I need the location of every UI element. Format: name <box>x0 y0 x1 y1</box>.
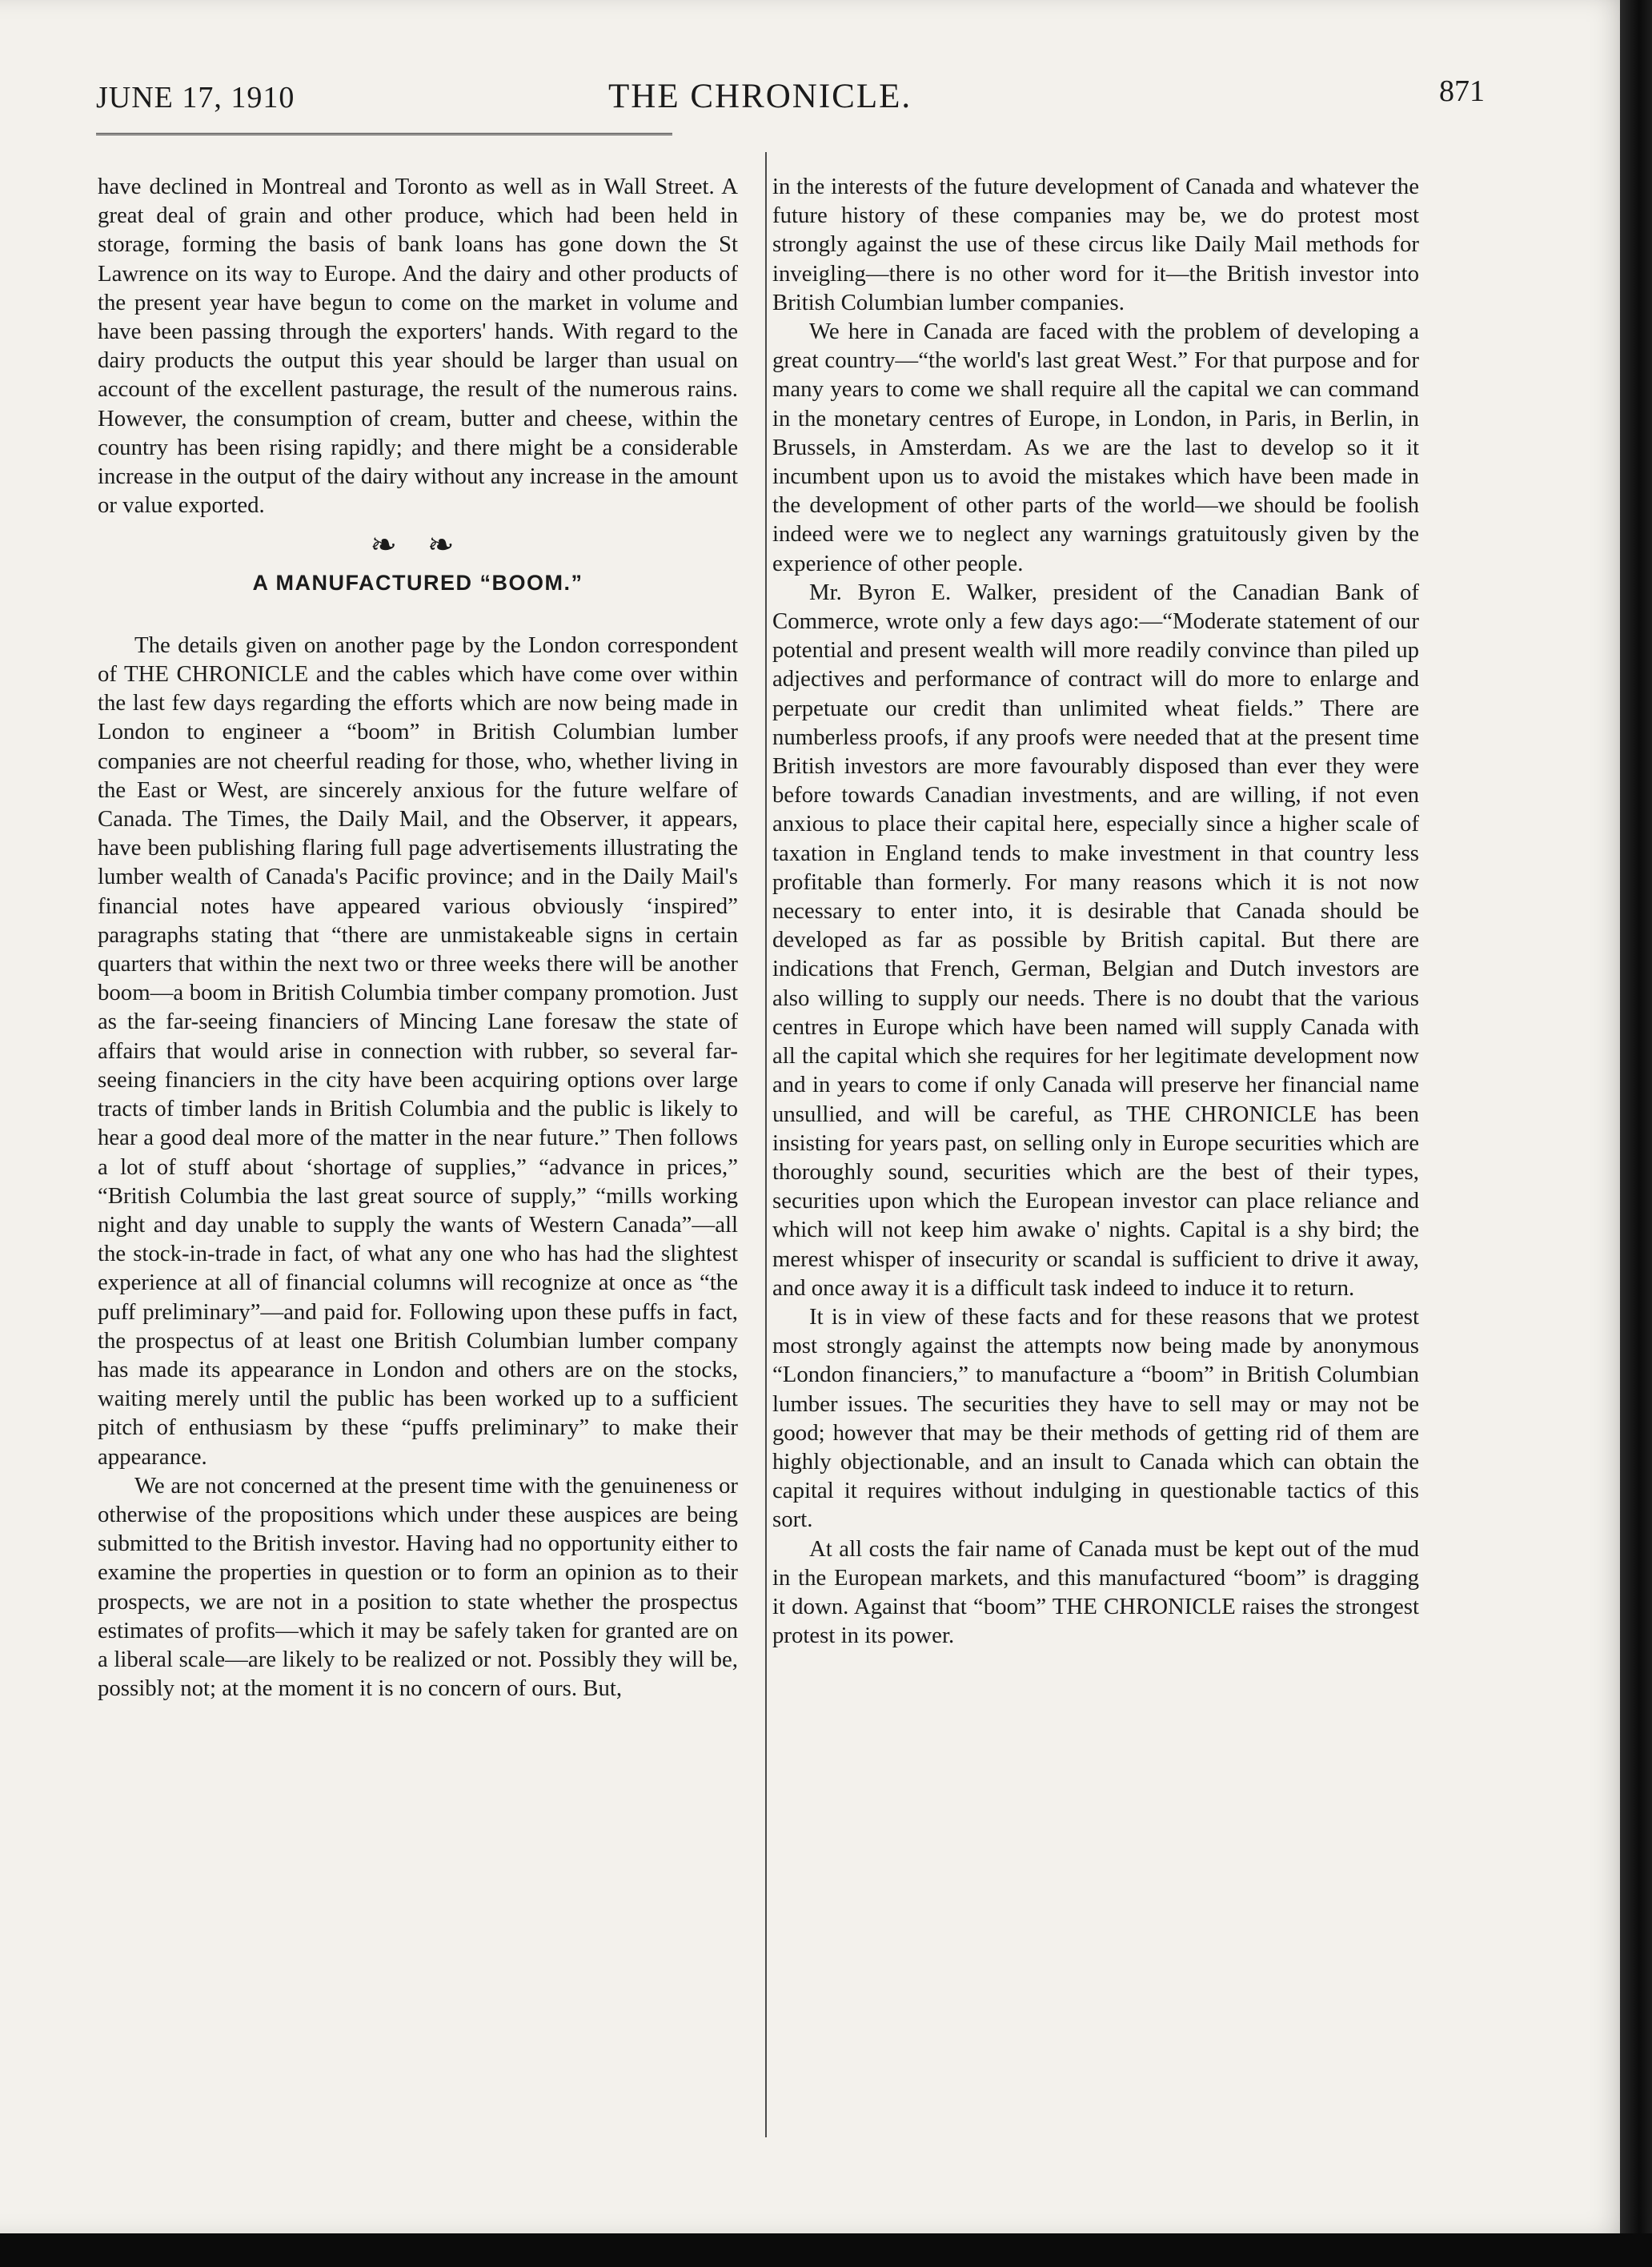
page-edge-shadow <box>1620 0 1652 2267</box>
article-paragraph: At all costs the fair name of Canada must be kept out of the mud in the European markets, and this manufactured “boom” is dragging it down. Against that “boom” THE CHRONICLE raises the strongest protest in its power. <box>772 1535 1419 1649</box>
issue-date: JUNE 17, 1910 <box>96 81 295 114</box>
scan-border <box>0 2233 1652 2267</box>
column-divider <box>765 152 767 2137</box>
intro-paragraph: have declined in Montreal and Toronto as well as in Wall Street. A great deal of grain and other produce, which had been held in storage, forming the basis of bank loans has gone down the St Lawrence on its way to Europe. And the dairy and other products of the present year have begun to come on the market in volume and have been passing through the exporters' hands. With regard to the dairy products the output this year should be larger than usual on account of the excellent pasturage, the result of the numerous rains. However, the consumption of cream, butter and cheese, within the country has been rising rapidly; and there might be a considerable increase in the output of the dairy without any increase in the amount or value exported. <box>98 174 738 519</box>
page-header <box>96 74 1617 144</box>
article-headline: A MANUFACTURED “BOOM.” <box>252 570 583 595</box>
header-rule <box>96 133 672 135</box>
page-number: 871 <box>1439 74 1485 108</box>
article-paragraph: We here in Canada are faced with the problem of developing a great country—“the world's last great West.” For that purpose and for many years to come we shall require all the capital we can command in the monetary centres of Europe, in London, in Paris, in Berlin, in Brussels, in Amsterdam. As we are the last to develop so it it incumbent upon us to avoid the mistakes which have been made in the development of other parts of the world—we should be foolish indeed were we to neglect any warnings gratuitously given by the experience of other people. <box>772 319 1419 576</box>
section-ornament: ❧ ❧ <box>370 527 466 564</box>
article-paragraph: Mr. Byron E. Walker, president of the Canadian Bank of Commerce, wrote only a few days ago:—“Moderate statement of our potential and present wealth will more readily convince than piled up adjectives and performance of contract will do more to enlarge and perpetuate our credit than unlimited wheat fields.” There are numberless proofs, if any proofs were needed that at the present time British investors are more favourably disposed than ever they were before towards Canadian investments, and are willing, if not even anxious to place their capital here, especially since a higher scale of taxation in England tends to make investment in that country less profitable than formerly. For many reasons which it is not now necessary to enter into, it is desirable that Canada should be developed as far as possible by British capital. But there are indications that French, German, Belgian and Dutch investors are also willing to supply our needs. There is no doubt that the various centres in Europe which have been named will supply Canada with all the capital which she requires for her legitimate development now and in years to come if only Canada will preserve her financial name unsullied, and will be careful, as THE CHRONICLE has been insisting for years past, on selling only in Europe securities which are thoroughly sound, securities which are the best of their types, securities upon which the European investor can place reliance and which will not keep him awake o' nights. Capital is a shy bird; the merest whisper of insecurity or scandal is sufficient to drive it away, and once away it is a difficult task indeed to induce it to return. <box>772 579 1419 1301</box>
publication-title: THE CHRONICLE. <box>608 78 912 115</box>
right-column <box>772 172 1419 1650</box>
article-paragraph: The details given on another page by the London correspondent of THE CHRONICLE and the cables which have come over within the last few days regarding the efforts which are now being made in London to engineer a “boom” in British Columbian lumber companies are not cheerful reading for those, who, whether living in the East or West, are sincerely anxious for the future welfare of Canada. The Times, the Daily Mail, and the Observer, it appears, have been publishing flaring full page advertisements illustrating the lumber wealth of Canada's Pacific province; and in the Daily Mail's financial notes have appeared various obviously ‘inspired” paragraphs stating that “there are unmistakeable signs in certain quarters that within the next two or three weeks there will be another boom—a boom in British Columbia timber company promotion. Just as the far-seeing financiers of Mincing Lane foresaw the state of affairs that would arise in connection with rubber, so several far-seeing financiers in the city have been acquiring options over large tracts of timber lands in British Columbia and the public is likely to hear a good deal more of the matter in the near future.” Then follows a lot of stuff about ‘shortage of supplies,” “advance in prices,” “British Columbia the last great source of supply,” “mills working night and day unable to supply the wants of Western Canada”—all the stock-in-trade in fact, of what any one who has had the slightest experience at all of financial columns will recognize at once as “the puff preliminary”—and paid for. Following upon these puffs in fact, the prospectus of at least one British Columbian lumber company has made its appearance in London and others are on the stocks, waiting merely until the public has been worked up to a sufficient pitch of enthusiasm by these “puffs preliminary” to make their appearance. <box>98 632 738 1470</box>
article-paragraph: It is in view of these facts and for these reasons that we protest most strongly against the attempts now being made by anonymous “London financiers,” to manufacture a “boom” in British Columbian lumber issues. The securities they have to sell may or may not be good; however that may be their methods of getting rid of them are highly objectionable, and an insult to Canada which can obtain the capital it requires without indulging in questionable tactics of this sort. <box>772 1303 1419 1533</box>
article-paragraph: We are not concerned at the present time with the genuineness or otherwise of the propositions which under these auspices are being submitted to the British investor. Having had no opportunity either to examine the properties in question or to form an opinion as to their prospects, we are not in a position to state whether the prospectus estimates of profits—which it may be safely taken for granted are on a liberal scale—are likely to be realized or not. Possibly they will be, possibly not; at the moment it is no concern of ours. But, <box>98 1472 738 1702</box>
left-column <box>98 172 738 1703</box>
continuation-paragraph: in the interests of the future development of Canada and whatever the future history of these companies may be, we do protest most strongly against the use of these circus like Daily Mail methods for inveigling—there is no other word for it—the British investor into British Columbian lumber companies. <box>772 174 1419 315</box>
